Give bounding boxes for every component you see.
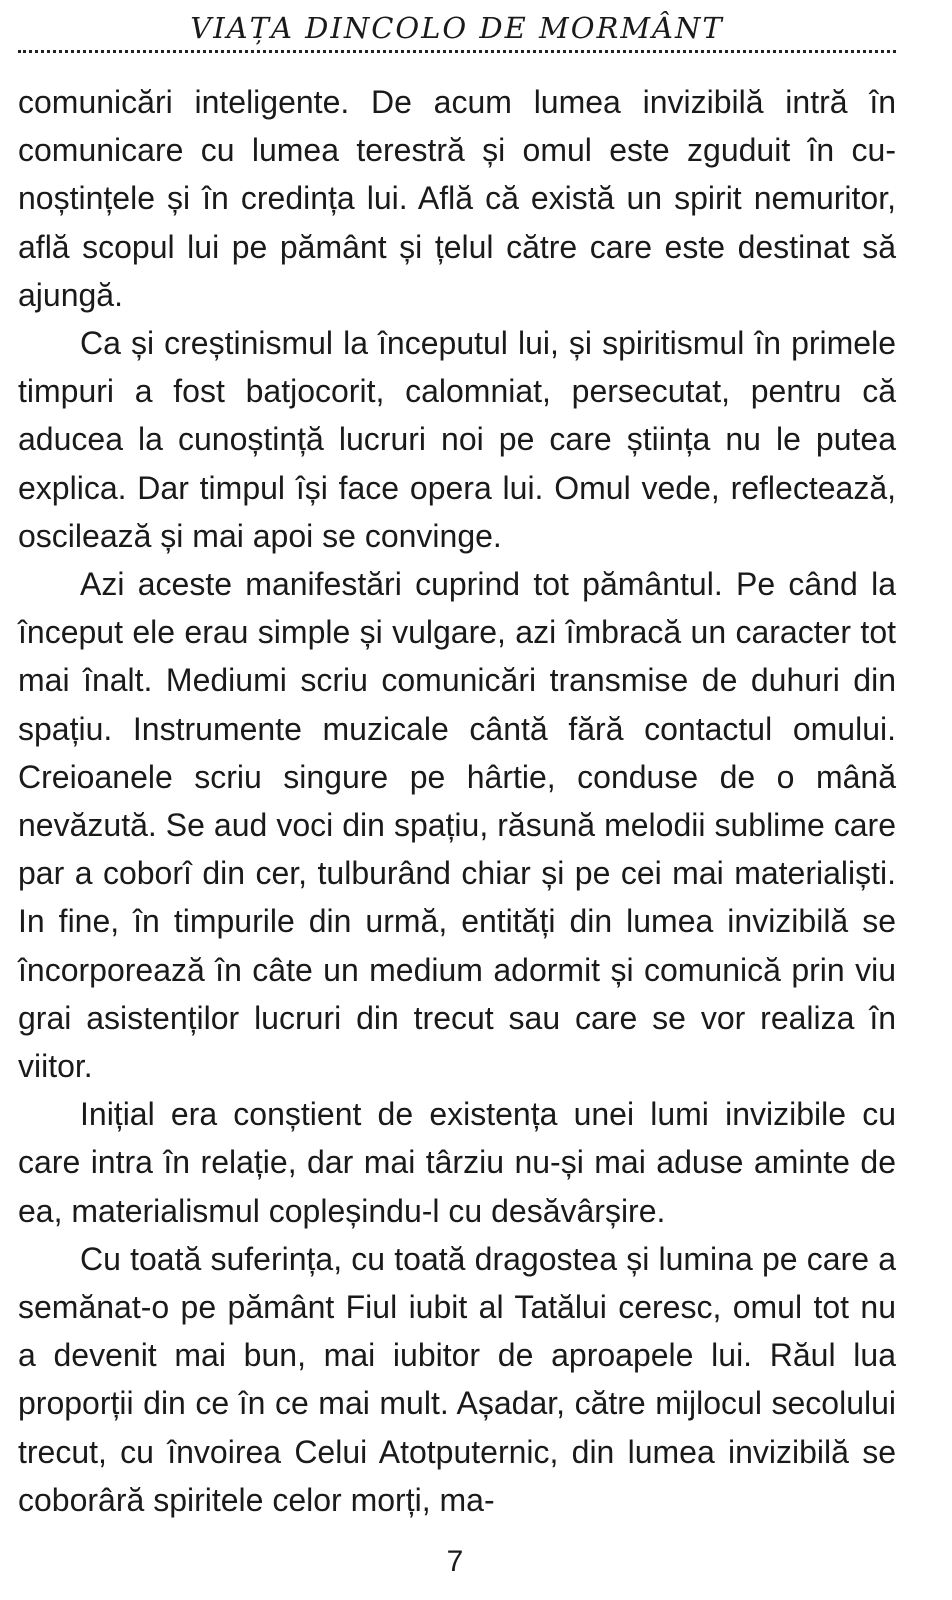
body-text bbox=[18, 78, 896, 1524]
paragraph-3: Azi aceste manifestări cuprind tot pământul. Pe când la început ele erau simple și vulgare, azi îmbracă un caracter tot mai înalt. Mediumi scriu comunicări transmise de duhuri din spațiu. Instrumente muzicale cântă fără contactul omului. Creioanele scriu singure pe hârtie, conduse de o mână nevăzută. Se aud voci din spațiu, răsună melodii sublime care par a coborî din cer, tulburând chiar și pe cei mai materialiști. In fine, în timpurile din urmă, entități din lumea invizibilă se încorporează în câte un medium adormit și comunică prin viu grai asistenților lucruri din trecut sau care se vor realiza în viitor. bbox=[18, 566, 896, 1085]
paragraph-2: Ca și creștinismul la începutul lui, și spiritismul în primele timpuri a fost batjocorit, calomniat, persecutat, pentru că aducea la cunoștință lucruri noi pe care știința nu le putea explica. Dar timpul își face opera lui. Omul vede, reflectează, oscilează și mai apoi se convinge. bbox=[18, 325, 896, 554]
paragraph-4: Inițial era conștient de existența unei lumi invizibile cu care intra în relație, dar mai târziu nu-și mai aduse aminte de ea, materialismul copleșindu-l cu desăvârșire. bbox=[18, 1096, 896, 1229]
running-header: VIAȚA DINCOLO DE MORMÂNT bbox=[190, 11, 724, 45]
paragraph-1: comunicări inteligente. De acum lumea invizibilă intră în comunicare cu lumea terestră și omul este zguduit în cunoștințele și în credința lui. Află că există un spirit nemuritor, află scopul lui pe pământ și țelul către care este destinat să ajungă. bbox=[18, 84, 896, 313]
header-dotted-rule bbox=[18, 50, 896, 53]
paragraph-5: Cu toată suferința, cu toată dragostea și lumina pe care a semănat-o pe pământ Fiul iubit al Tatălui ceresc, omul tot nu a devenit mai bun, mai iubitor de aproapele lui. Răul lua proporții din ce în ce mai mult. Așadar, către mijlocul secolului trecut, cu învoirea Celui Atotputernic, din lumea invizibilă se coborâră spiritele celor morți, ma- bbox=[18, 1240, 896, 1518]
page-number: 7 bbox=[446, 1545, 464, 1578]
